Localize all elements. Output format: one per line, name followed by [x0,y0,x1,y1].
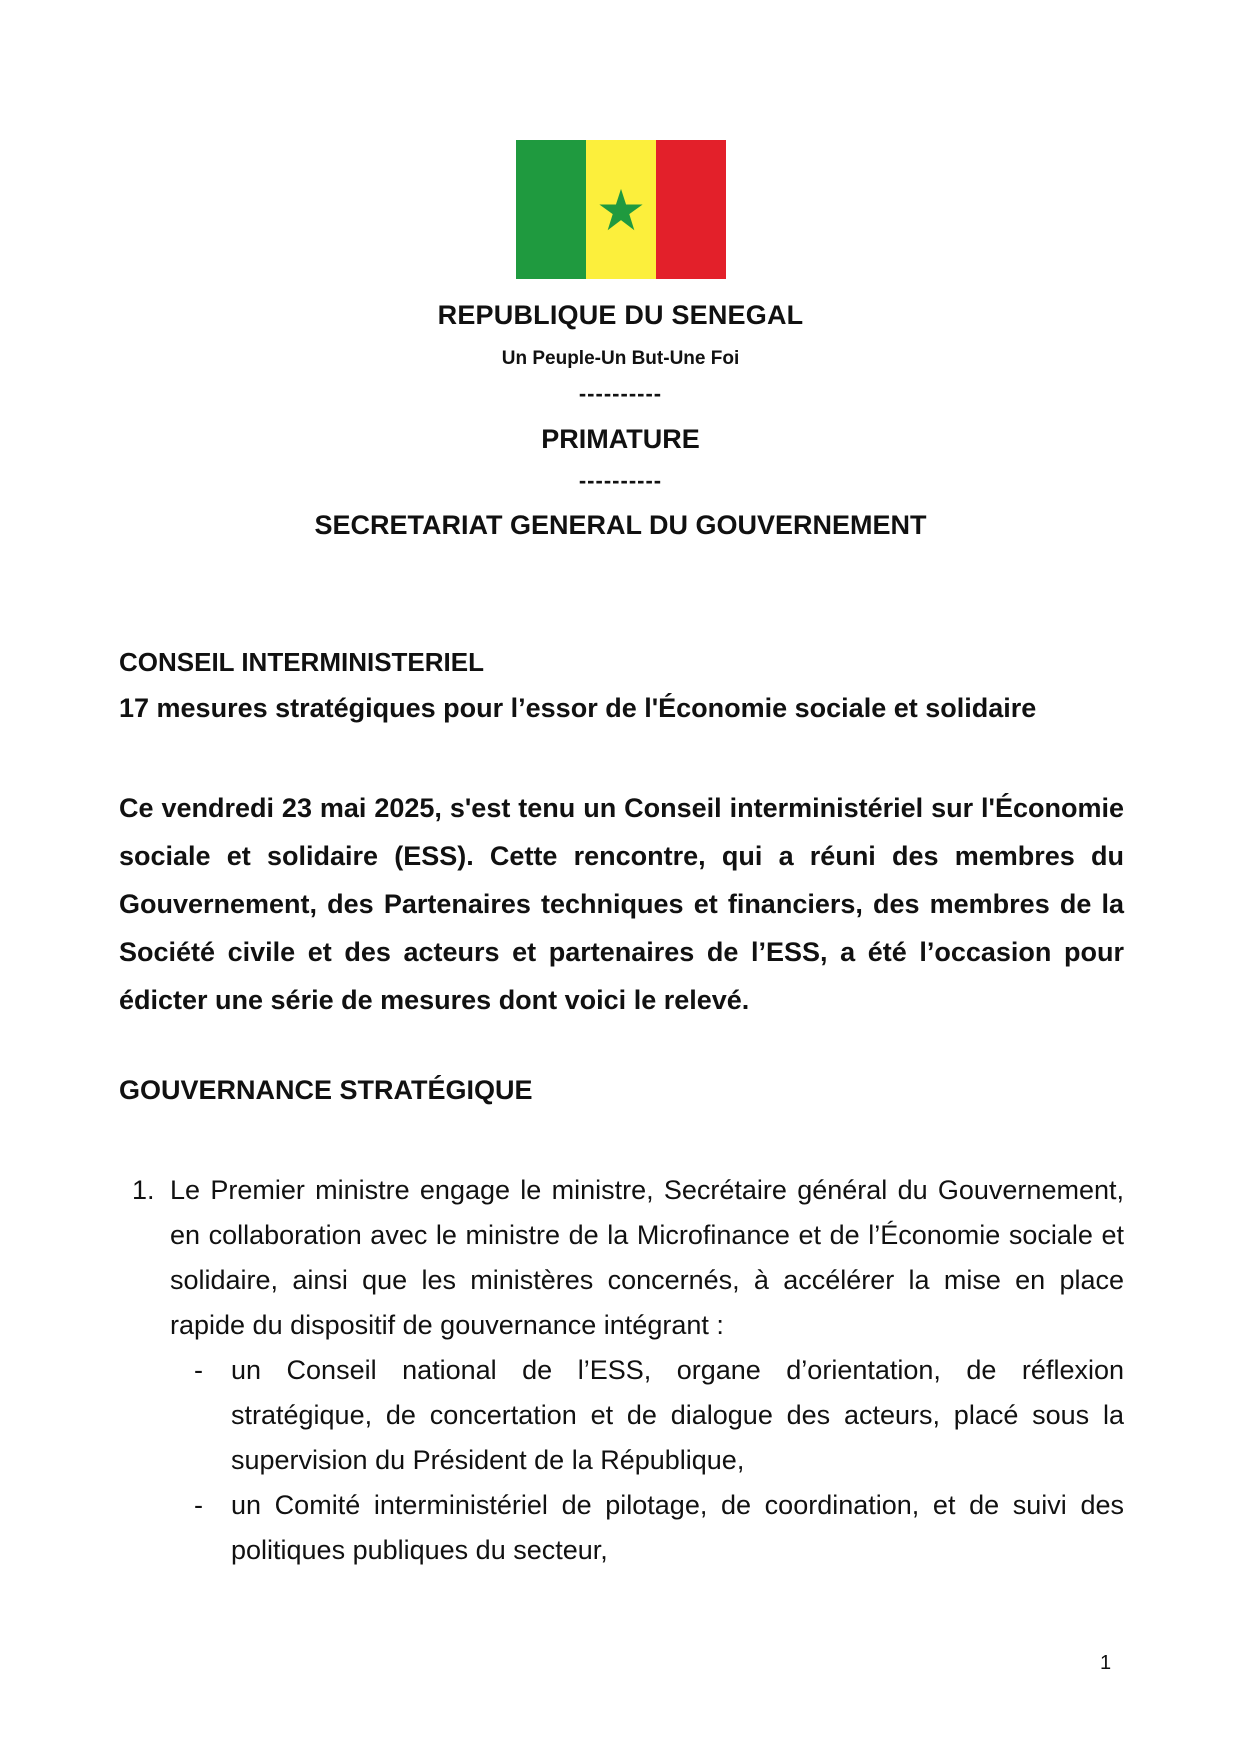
separator: ---------- [578,468,663,493]
sub-item-text: un Comité interministériel de pilotage, de coordination, et de suivi des politiques publiques du secteur, [231,1490,1124,1565]
star-icon [598,187,644,233]
country-name: REPUBLIQUE DU SENEGAL [437,300,804,330]
dash-bullet: - [194,1355,203,1385]
sub-list-item [132,1348,1124,1483]
secretariat-name: SECRETARIAT GENERAL DU GOUVERNEMENT [314,510,927,540]
list-item [132,1168,1124,1348]
document-title: CONSEIL INTERMINISTERIEL [119,647,484,677]
document-subtitle: 17 mesures stratégiques pour l’essor de l'Économie sociale et solidaire [119,693,1037,723]
sub-list-item [132,1483,1124,1573]
dash-bullet: - [194,1490,203,1520]
institution-name: PRIMATURE [541,424,700,454]
national-motto: Un Peuple-Un But-Une Foi [501,348,740,369]
flag-green-band [516,140,586,279]
separator: ---------- [578,381,663,406]
measures-list [132,1168,1124,1573]
flag-yellow-band [586,140,656,279]
senegal-flag-icon [516,140,726,279]
section-heading: GOUVERNANCE STRATÉGIQUE [119,1075,533,1105]
item-number: 1. [132,1175,155,1205]
page-number: 1 [1100,1652,1112,1674]
intro-paragraph: Ce vendredi 23 mai 2025, s'est tenu un Conseil interministériel sur l'Économie sociale et solidaire (ESS). Cette rencontre, qui a réuni des membres du Gouvernement, des Partenaires techniques et financiers, des membres de la Société civile et des acteurs et partenaires de l’ESS, a été l’occasion pour édicter une série de mesures dont voici le relevé. [119,793,1124,1015]
sub-item-text: un Conseil national de l’ESS, organe d’orientation, de réflexion stratégique, de concertation et de dialogue des acteurs, placé sous la supervision du Président de la République, [231,1355,1124,1475]
flag-red-band [656,140,726,279]
item-text: Le Premier ministre engage le ministre, Secrétaire général du Gouvernement, en collaboration avec le ministre de la Microfinance et de l’Économie sociale et solidaire, ainsi que les ministères concernés, à accélérer la mise en place rapide du dispositif de gouvernance intégrant : [170,1175,1124,1340]
